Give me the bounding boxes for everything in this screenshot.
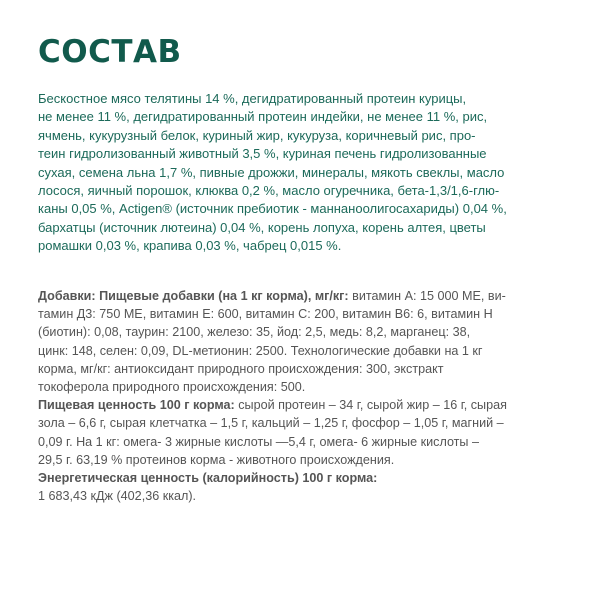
composition-line: теин гидролизованный животный 3,5 %, куриная печень гидролизованные xyxy=(38,146,487,162)
energy-label: Энергетическая ценность (калорийность) 100 г корма: xyxy=(38,471,378,486)
nutrition-line: 29,5 г. 63,19 % протеинов корма - животного происхождения. xyxy=(38,452,395,467)
nutrition-line: зола – 6,6 г, сырая клетчатка – 1,5 г, кальций – 1,25 г, фосфор – 1,05 г, магний – xyxy=(38,416,504,431)
additives-section xyxy=(38,287,568,505)
nutrition-line: 0,09 г. На 1 кг: омега- 3 жирные кислоты —5,4 г, омега- 6 жирные кислоты – xyxy=(38,434,479,449)
energy-value: 1 683,43 кДж (402,36 ккал). xyxy=(38,489,197,504)
nutrition-text: сырой протеин – 34 г, сырой жир – 16 г, сырая xyxy=(234,398,507,413)
additives-line: цинк: 148, селен: 0,09, DL-метионин: 2500. Технологические добавки на 1 кг xyxy=(38,343,483,358)
nutrition-line xyxy=(38,396,568,414)
additives-line: токоферола природного происхождения: 500. xyxy=(38,380,306,395)
composition-line: ромашки 0,03 %, крапива 0,03 %, чабрец 0,015 %. xyxy=(38,238,342,254)
additives-text: витамин А: 15 000 МЕ, ви- xyxy=(348,289,506,303)
nutrition-label: Пищевая ценность 100 г корма: xyxy=(38,398,235,413)
additives-line: тамин Д3: 750 МЕ, витамин Е: 600, витамин С: 200, витамин B6: 6, витамин Н xyxy=(38,307,493,322)
composition-line: Бескостное мясо телятины 14 %, дегидратированный протеин курицы, xyxy=(38,91,467,106)
composition-line: не менее 11 %, дегидратированный протеин индейки, не менее 11 %, рис, xyxy=(38,109,488,125)
page-title: СОСТАВ xyxy=(38,34,182,70)
composition-line: лосося, яичный порошок, клюква 0,2 %, масло огуречника, бета-1,3/1,6-глю- xyxy=(38,183,500,199)
composition-line: бархатцы (источник лютеина) 0,04 %, корень лопуха, корень алтея, цветы xyxy=(38,219,486,235)
additives-line xyxy=(38,287,568,305)
additives-label: Добавки: Пищевые добавки (на 1 кг корма), мг/кг: xyxy=(38,289,349,303)
additives-line: (биотин): 0,08, таурин: 2100, железо: 35, йод: 2,5, медь: 8,2, марганец: 38, xyxy=(38,325,471,340)
composition-text xyxy=(38,90,568,256)
composition-line: сухая, семена льна 1,7 %, пивные дрожжи, минералы, мякоть свеклы, масло xyxy=(38,164,505,180)
additives-line: корма, мг/кг: антиоксидант природного происхождения: 300, экстракт xyxy=(38,361,444,376)
composition-line: ячмень, кукурузный белок, куриный жир, кукуруза, коричневый рис, про- xyxy=(38,127,476,143)
composition-line: каны 0,05 %, Actigen® (источник пребиотик - маннаноолигосахариды) 0,04 %, xyxy=(38,201,507,217)
